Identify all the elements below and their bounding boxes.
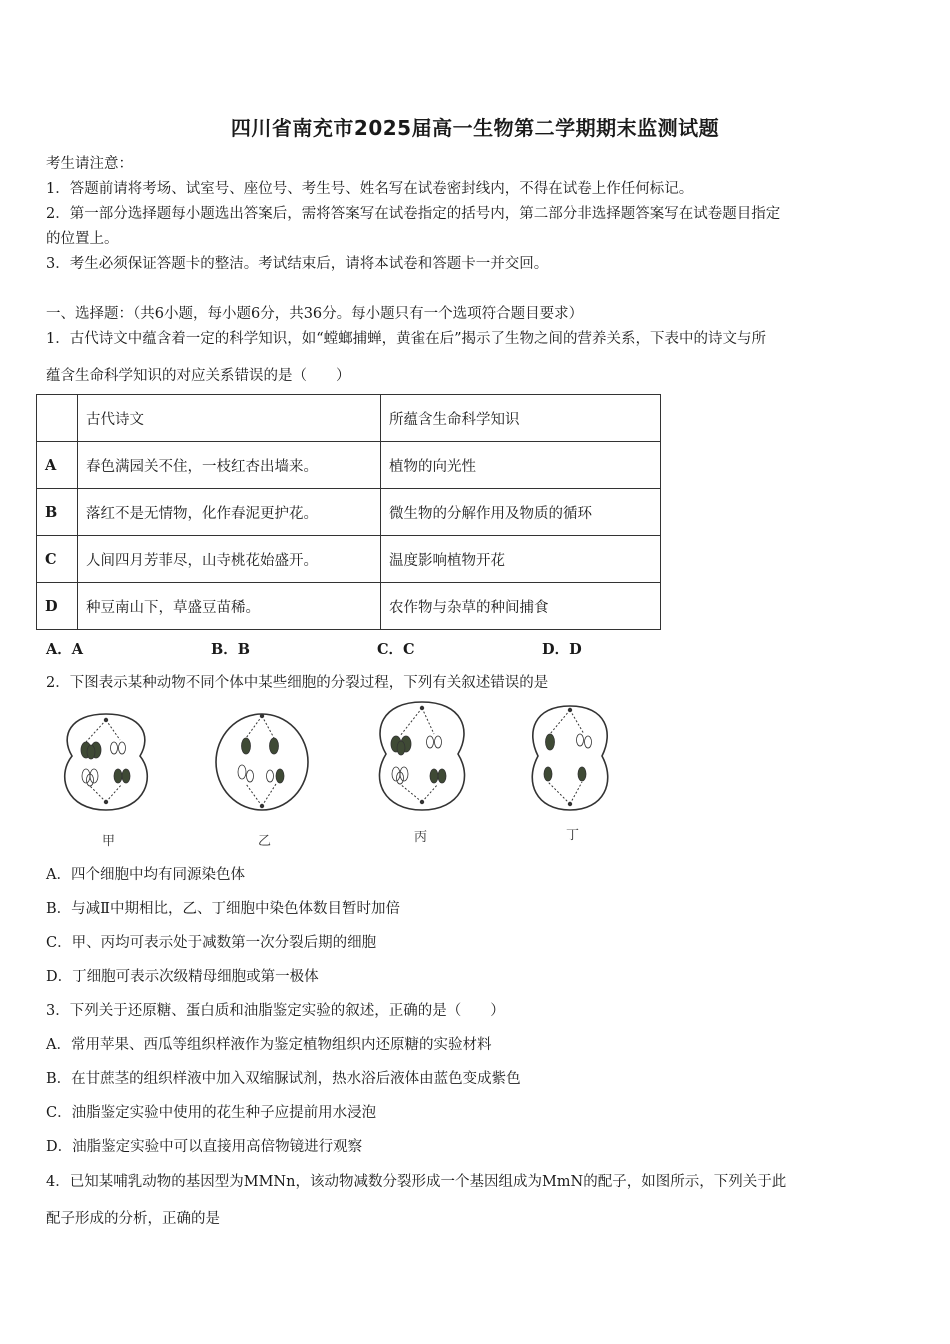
option-c[interactable]: C．C <box>377 641 415 658</box>
notice-item: 的位置上。 <box>46 231 119 247</box>
notice-heading: 考生请注意： <box>46 156 133 172</box>
notice-item: 2．第一部分选择题每小题选出答案后，需将答案写在试卷指定的括号内，第二部分非选择题答案写在试卷题目指定 <box>46 206 781 222</box>
poem-table <box>36 394 661 630</box>
page-title: 四川省南充市2025届高一生物第二学期期末监测试题 <box>230 116 720 140</box>
knowledge-cell: 微生物的分解作用及物质的循环 <box>381 489 661 536</box>
question-1-stem-cont: 蕴含生命科学知识的对应关系错误的是（ ） <box>46 368 351 384</box>
knowledge-cell: 植物的向光性 <box>381 442 661 489</box>
cell-division-figure <box>46 696 646 856</box>
poem-cell: 落红不是无情物，化作春泥更护花。 <box>78 489 381 536</box>
cell-ding-diagram <box>520 700 620 816</box>
question-3-option-b[interactable]: B．在甘蔗茎的组织样液中加入双缩脲试剂，热水浴后液体由蓝色变成紫色 <box>46 1071 521 1087</box>
poem-cell: 种豆南山下，草盛豆苗稀。 <box>78 583 381 630</box>
cell-bing-diagram <box>364 696 480 816</box>
cell-label-jia: 甲 <box>102 834 116 849</box>
poem-cell: 春色满园关不住，一枝红杏出墙来。 <box>78 442 381 489</box>
knowledge-cell: 农作物与杂草的种间捕食 <box>381 583 661 630</box>
poem-cell: 人间四月芳菲尽，山寺桃花始盛开。 <box>78 536 381 583</box>
question-4-stem: 4．已知某哺乳动物的基因型为MMNn，该动物减数分裂形成一个基因组成为MmN的配子，如图所示，下列关于此 <box>46 1174 787 1190</box>
notice-item: 3．考生必须保证答题卡的整洁。考试结束后，请将本试卷和答题卡一并交回。 <box>46 256 549 272</box>
question-4-stem-cont: 配子形成的分析，正确的是 <box>46 1211 220 1227</box>
option-a[interactable]: A．A <box>46 641 84 658</box>
option-b[interactable]: B．B <box>211 641 251 658</box>
table-row <box>37 536 661 583</box>
cell-label-yi: 乙 <box>258 834 272 849</box>
table-header-cell: 古代诗文 <box>78 395 381 442</box>
question-2-stem: 2．下图表示某种动物不同个体中某些细胞的分裂过程，下列有关叙述错误的是 <box>46 675 549 691</box>
question-3-stem: 3．下列关于还原糖、蛋白质和油脂鉴定实验的叙述，正确的是（ ） <box>46 1003 505 1019</box>
question-2-option-c[interactable]: C．甲、丙均可表示处于减数第一次分裂后期的细胞 <box>46 935 377 951</box>
cell-yi-diagram <box>206 706 318 818</box>
table-header-row <box>37 395 661 442</box>
section-title: 一、选择题：（共6小题，每小题6分，共36分。每小题只有一个选项符合题目要求） <box>46 306 584 322</box>
row-label: B <box>37 489 78 536</box>
knowledge-cell: 温度影响植物开花 <box>381 536 661 583</box>
question-2-option-d[interactable]: D．丁细胞可表示次级精母细胞或第一极体 <box>46 969 319 985</box>
cell-label-bing: 丙 <box>414 830 428 845</box>
question-1-stem: 1．古代诗文中蕴含着一定的科学知识，如“螳螂捕蝉，黄雀在后”揭示了生物之间的营养关系，下表中的诗文与所 <box>46 331 767 347</box>
question-3-option-d[interactable]: D．油脂鉴定实验中可以直接用高倍物镜进行观察 <box>46 1139 363 1155</box>
question-2-option-a[interactable]: A．四个细胞中均有同源染色体 <box>46 867 245 883</box>
table-header-cell <box>37 395 78 442</box>
option-d[interactable]: D．D <box>542 641 582 658</box>
table-row <box>37 583 661 630</box>
question-2-option-b[interactable]: B．与减Ⅱ中期相比，乙、丁细胞中染色体数目暂时加倍 <box>46 901 401 917</box>
row-label: D <box>37 583 78 630</box>
question-3-option-c[interactable]: C．油脂鉴定实验中使用的花生种子应提前用水浸泡 <box>46 1105 377 1121</box>
notice-item: 1．答题前请将考场、试室号、座位号、考生号、姓名写在试卷密封线内，不得在试卷上作任何标记。 <box>46 181 694 197</box>
table-row <box>37 442 661 489</box>
cell-label-ding: 丁 <box>566 828 580 843</box>
cell-jia-diagram <box>50 706 162 818</box>
row-label: A <box>37 442 78 489</box>
table-header-cell: 所蕴含生命科学知识 <box>381 395 661 442</box>
row-label: C <box>37 536 78 583</box>
table-row <box>37 489 661 536</box>
question-3-option-a[interactable]: A．常用苹果、西瓜等组织样液作为鉴定植物组织内还原糖的实验材料 <box>46 1037 492 1053</box>
